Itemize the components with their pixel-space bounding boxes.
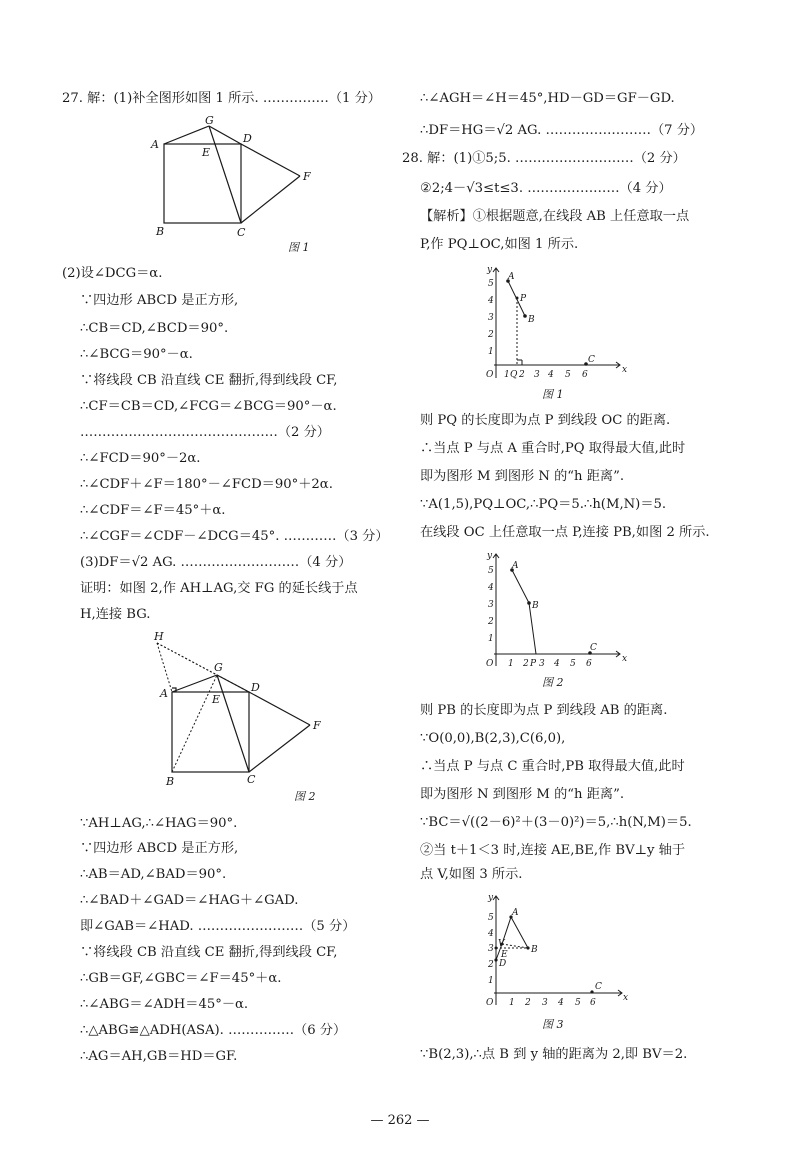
svg-text:5: 5 (488, 279, 494, 289)
svg-text:6: 6 (590, 998, 596, 1008)
text-line: 27. 解：(1)补全图形如图 1 所示. ……………（1 分） (62, 91, 381, 106)
point-C: C (595, 982, 602, 992)
svg-text:2: 2 (523, 659, 529, 669)
figure-2-square (142, 630, 402, 809)
svg-text:O: O (486, 659, 494, 669)
label-G: G (214, 661, 223, 674)
point-C: C (590, 643, 597, 653)
point-A: A (512, 561, 519, 571)
svg-text:1: 1 (488, 976, 494, 986)
svg-text:1: 1 (508, 659, 514, 669)
text-line: 即为图形 M 到图形 N 的“h 距离”. (420, 469, 625, 484)
svg-text:x: x (623, 993, 629, 1003)
text-line: ∴DF＝HG＝√2 AG. ……………………（7 分） (420, 123, 704, 138)
svg-text:3: 3 (534, 370, 540, 380)
text-line: ∴∠ABG＝∠ADH＝45°－α. (80, 997, 249, 1012)
figure-caption: 图 1 (288, 241, 310, 254)
svg-text:3: 3 (542, 998, 548, 1008)
point-B: B (532, 601, 539, 611)
coordinate-figure-2 (472, 546, 642, 695)
text-line: 即∠GAB＝∠HAD. ……………………（5 分） (80, 919, 356, 934)
svg-text:5: 5 (488, 913, 494, 923)
coordinate-figure-1 (472, 260, 642, 409)
svg-text:1: 1 (488, 634, 494, 644)
label-H: H (154, 630, 164, 643)
text-line: ∴△ABG≌△ADH(ASA). ……………（6 分） (80, 1023, 347, 1038)
label-C: C (247, 773, 256, 786)
svg-text:4: 4 (488, 583, 494, 593)
text-line: 证明：如图 2,作 AH⊥AG,交 FG 的延长线于点 (80, 581, 358, 596)
svg-text:5: 5 (565, 370, 571, 380)
figure-1-square (142, 115, 402, 261)
label-E: E (212, 693, 221, 706)
svg-text:2: 2 (488, 960, 494, 970)
svg-text:1: 1 (509, 998, 515, 1008)
svg-text:y: y (488, 893, 494, 903)
svg-text:5: 5 (575, 998, 581, 1008)
label-F: F (303, 170, 311, 183)
text-line: (2)设∠DCG＝α. (62, 266, 163, 281)
point-V: V (498, 939, 505, 949)
svg-text:2: 2 (519, 370, 525, 380)
text-line: ∴∠BCG＝90°－α. (80, 347, 193, 362)
point-E: E (501, 950, 508, 960)
text-line: ∵四边形 ABCD 是正方形, (80, 841, 239, 856)
page-number: — 262 — (370, 1113, 430, 1128)
text-line: 则 PQ 的长度即为点 P 到线段 OC 的距离. (420, 413, 671, 428)
figure-caption: 图 2 (542, 676, 564, 689)
text-line: P,作 PQ⊥OC,如图 1 所示. (420, 237, 579, 252)
svg-text:6: 6 (586, 659, 592, 669)
label-D: D (251, 681, 260, 694)
svg-text:4: 4 (488, 929, 494, 939)
text-line: ∴∠BAD＋∠GAD＝∠HAG＋∠GAD. (80, 893, 299, 908)
text-line: ………………………………………（2 分） (80, 425, 330, 440)
svg-text:4: 4 (488, 296, 494, 306)
svg-text:3: 3 (488, 600, 494, 610)
text-line: 28. 解：(1)①5;5. ………………………（2 分） (402, 151, 686, 166)
figure-caption: 图 1 (542, 388, 564, 401)
text-line: ∵将线段 CB 沿直线 CE 翻折,得到线段 CF, (80, 373, 338, 388)
point-A: A (512, 908, 519, 918)
coordinate-figure-3 (472, 890, 642, 1039)
text-line: ∵BC＝√((2－6)²＋(3－0)²)＝5,∴h(N,M)＝5. (420, 815, 692, 830)
svg-text:4: 4 (558, 998, 564, 1008)
svg-text:3: 3 (488, 313, 494, 323)
text-line: 则 PB 的长度即为点 P 到线段 AB 的距离. (420, 703, 668, 718)
text-line: ∴∠CDF＝∠F＝45°＋α. (80, 503, 226, 518)
svg-text:4: 4 (548, 370, 554, 380)
svg-text:1: 1 (488, 347, 494, 357)
svg-text:4: 4 (554, 659, 560, 669)
svg-text:P: P (530, 659, 537, 669)
svg-text:6: 6 (582, 370, 588, 380)
label-D: D (243, 132, 252, 145)
svg-text:O: O (486, 998, 494, 1008)
point-C: C (588, 355, 595, 365)
text-line: 点 V,如图 3 所示. (420, 867, 523, 882)
svg-text:2: 2 (488, 330, 494, 340)
text-line: ∴∠FCD＝90°－2α. (80, 451, 201, 466)
label-C: C (237, 226, 246, 239)
text-line: ∵四边形 ABCD 是正方形, (80, 293, 239, 308)
figure-caption: 图 2 (294, 790, 316, 803)
text-line: ∵将线段 CB 沿直线 CE 翻折,得到线段 CF, (80, 945, 338, 960)
label-B: B (166, 775, 175, 788)
text-line: ∵AH⊥AG,∴∠HAG＝90°. (80, 816, 238, 831)
text-line: ∴∠CDF＋∠F＝180°－∠FCD＝90°＋2α. (80, 477, 333, 492)
svg-text:1: 1 (504, 370, 510, 380)
text-line: ∴∠CGF＝∠CDF－∠DCG＝45°. …………（3 分） (80, 529, 389, 544)
label-A: A (160, 687, 168, 700)
svg-text:2: 2 (525, 998, 531, 1008)
label-B: B (156, 225, 165, 238)
text-line: ②当 t＋1＜3 时,连接 AE,BE,作 BV⊥y 轴于 (420, 843, 686, 858)
text-line: ∵O(0,0),B(2,3),C(6,0), (420, 731, 566, 746)
axis-x-label: x (622, 365, 628, 375)
label-A: A (151, 138, 159, 151)
text-line: ∴当点 P 与点 A 重合时,PQ 取得最大值,此时 (420, 441, 686, 456)
figure-caption: 图 3 (542, 1018, 564, 1031)
text-line: ②2;4－√3≤t≤3. …………………（4 分） (420, 181, 672, 196)
text-line: ∵A(1,5),PQ⊥OC,∴PQ＝5.∴h(M,N)＝5. (420, 497, 667, 512)
text-line: (3)DF＝√2 AG. ………………………（4 分） (80, 555, 352, 570)
svg-text:5: 5 (570, 659, 576, 669)
text-line: 【解析】①根据题意,在线段 AB 上任意取一点 (420, 209, 690, 224)
svg-text:Q: Q (510, 370, 518, 380)
text-line: ∴CF＝CB＝CD,∠FCG＝∠BCG＝90°－α. (80, 399, 337, 414)
origin-label: O (486, 370, 494, 380)
svg-text:5: 5 (488, 566, 494, 576)
text-line: ∴∠AGH＝∠H＝45°,HD－GD＝GF－GD. (420, 91, 675, 106)
text-line: H,连接 BG. (80, 607, 151, 622)
point-B: B (531, 945, 538, 955)
svg-text:3: 3 (488, 944, 494, 954)
text-line: 即为图形 N 到图形 M 的“h 距离”. (420, 787, 625, 802)
text-line: ∴当点 P 与点 C 重合时,PB 取得最大值,此时 (420, 759, 685, 774)
svg-text:2: 2 (488, 617, 494, 627)
label-G: G (205, 115, 214, 127)
text-line: 在线段 OC 上任意取一点 P,连接 PB,如图 2 所示. (420, 525, 710, 540)
svg-text:3: 3 (539, 659, 545, 669)
point-D: D (499, 959, 507, 969)
label-E: E (202, 146, 211, 159)
text-line: ∵B(2,3),∴点 B 到 y 轴的距离为 2,即 BV＝2. (420, 1047, 688, 1062)
axis-y-label: y (487, 265, 493, 275)
svg-text:y: y (487, 551, 493, 561)
point-A: A (508, 272, 515, 282)
point-P: P (520, 294, 527, 304)
label-F: F (313, 719, 321, 732)
text-line: ∴CB＝CD,∠BCD＝90°. (80, 321, 229, 336)
point-B: B (528, 315, 535, 325)
svg-text:x: x (622, 654, 628, 664)
text-line: ∴GB＝GF,∠GBC＝∠F＝45°＋α. (80, 971, 282, 986)
text-line: ∴AG＝AH,GB＝HD＝GF. (80, 1049, 238, 1064)
text-line: ∴AB＝AD,∠BAD＝90°. (80, 867, 227, 882)
